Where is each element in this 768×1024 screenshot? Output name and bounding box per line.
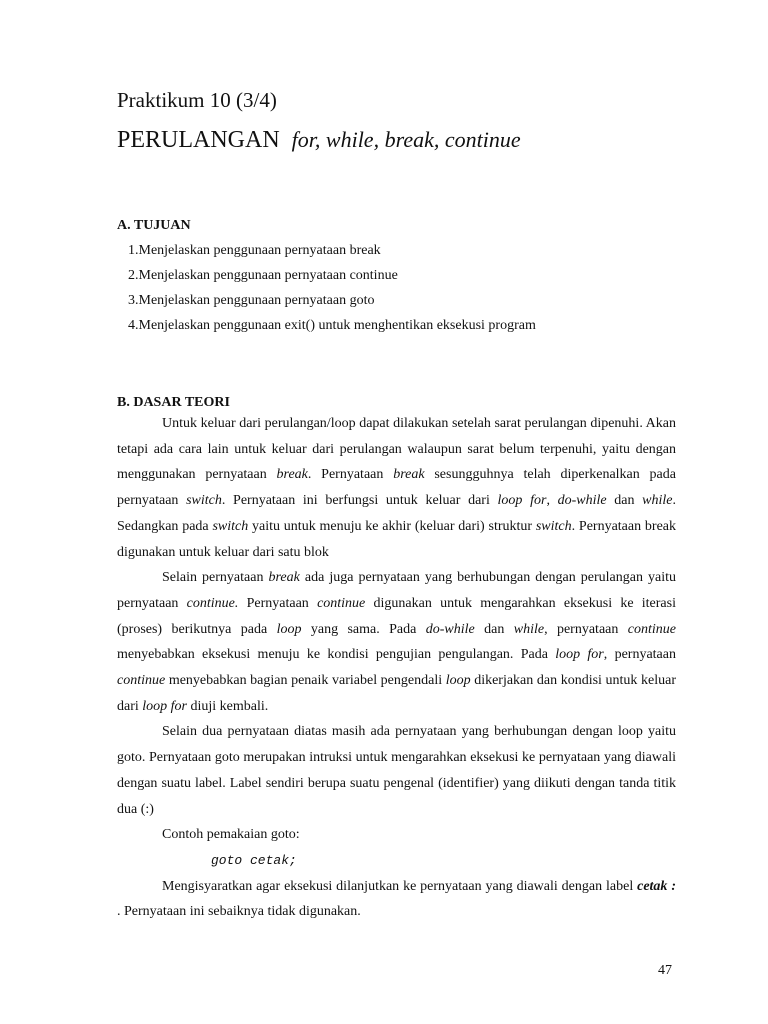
title-main: PERULANGAN — [117, 127, 280, 153]
text-run: Mengisyaratkan agar eksekusi dilanjutkan ke pernyataan yang diawali dengan label — [162, 878, 638, 894]
text-run: . Sedangkan pada — [117, 493, 677, 534]
italic-term: while — [513, 621, 545, 637]
text-run: digunakan untuk mengarahkan eksekusi ke iterasi (proses) berikutnya pada — [117, 595, 676, 637]
text-run: yaitu untuk menuju ke akhir (keluar dari) struktur — [248, 518, 536, 534]
theory-heading: B. DASAR TEORI — [117, 395, 230, 410]
text-run: , — [546, 493, 558, 509]
theory-paragraph-1 — [117, 411, 676, 565]
italic-term: switch — [212, 518, 249, 534]
text-run: Selain pernyataan — [162, 570, 269, 586]
text-run: ada juga pernyataan yang berhubungan dengan perulangan yaitu pernyataan — [117, 570, 677, 611]
italic-term: loop — [445, 673, 471, 689]
theory-paragraph-3: Selain dua pernyataan diatas masih ada pernyataan yang berhubungan dengan loop yaitu goto. Pernyataan goto merupakan intruksi untuk mengarahkan eksekusi ke pernyataan yang diawali dengan suatu label. Label sendiri berupa suatu pengenal (identifier) yang diikuti dengan tanda titik dua (:) — [117, 724, 676, 817]
italic-term: switch — [186, 493, 222, 509]
text-run: dan — [606, 493, 643, 509]
text-run: yang sama. Pada — [301, 621, 426, 637]
code-example: goto cetak; — [211, 852, 297, 868]
example-label: Contoh pemakaian goto: — [162, 827, 300, 843]
text-run: . Pernyataan — [307, 467, 394, 483]
italic-term: continue — [317, 595, 366, 611]
theory-body — [117, 411, 676, 925]
italic-term: continue — [627, 621, 676, 637]
italic-term: do-while — [425, 621, 475, 637]
objective-item: 3.Menjelaskan penggunaan pernyataan goto — [128, 293, 375, 308]
text-run: . Pernyataan ini sebaiknya tidak digunakan. — [117, 904, 361, 920]
practicum-subtitle: Praktikum 10 (3/4) — [117, 88, 277, 112]
italic-term: break — [276, 467, 308, 483]
title-keywords: for, while, break, continue — [291, 127, 521, 152]
text-run: Pernyataan — [238, 595, 318, 611]
text-run: . Pernyataan break digunakan untuk keluar dari satu blok — [117, 518, 676, 560]
italic-term: continue — [117, 673, 166, 689]
italic-term: switch — [535, 518, 572, 534]
italic-term: break — [393, 467, 425, 483]
text-run: sesungguhnya telah diperkenalkan pada pernyataan — [117, 467, 676, 509]
italic-term: break — [268, 570, 300, 586]
italic-term: loop for — [497, 493, 547, 509]
text-run: diuji kembali. — [187, 698, 269, 714]
text-run: menyebabkan eksekusi menuju ke kondisi pengujian pengulangan. Pada — [117, 647, 556, 663]
text-run: dikerjakan dan kondisi untuk keluar dari — [117, 673, 676, 714]
objective-item: 4.Menjelaskan penggunaan exit() untuk menghentikan eksekusi program — [128, 318, 536, 333]
theory-paragraph-2 — [117, 565, 676, 719]
italic-term: while — [642, 493, 673, 509]
italic-term: continue. — [186, 595, 239, 611]
page-title — [117, 124, 521, 156]
text-run: . Pernyataan ini berfungsi untuk keluar dari — [221, 493, 498, 509]
text-run: Untuk keluar dari perulangan/loop dapat dilakukan setelah sarat perulangan dipenuhi. Akan tetapi ada cara lain untuk keluar dari perulangan walaupun sarat belum terpenuhi, yaitu dengan menggunakan pernyataan — [117, 416, 676, 483]
text-run: , pernyataan — [544, 621, 628, 637]
italic-term: loop — [276, 621, 302, 637]
text-run: dan — [474, 621, 514, 637]
text-run: , pernyataan — [603, 647, 676, 663]
italic-term: loop for — [142, 698, 187, 714]
page-number: 47 — [658, 963, 672, 978]
objectives-heading: A. TUJUAN — [117, 218, 191, 233]
theory-paragraph-4 — [117, 874, 676, 925]
objective-item: 2.Menjelaskan penggunaan pernyataan continue — [128, 268, 398, 283]
italic-term: loop for — [555, 647, 604, 663]
bold-label: cetak : — [637, 878, 676, 894]
text-run: menyebabkan bagian penaik variabel pengendali — [165, 673, 446, 689]
objective-item: 1.Menjelaskan penggunaan pernyataan break — [128, 243, 381, 258]
italic-term: do-while — [557, 493, 607, 509]
